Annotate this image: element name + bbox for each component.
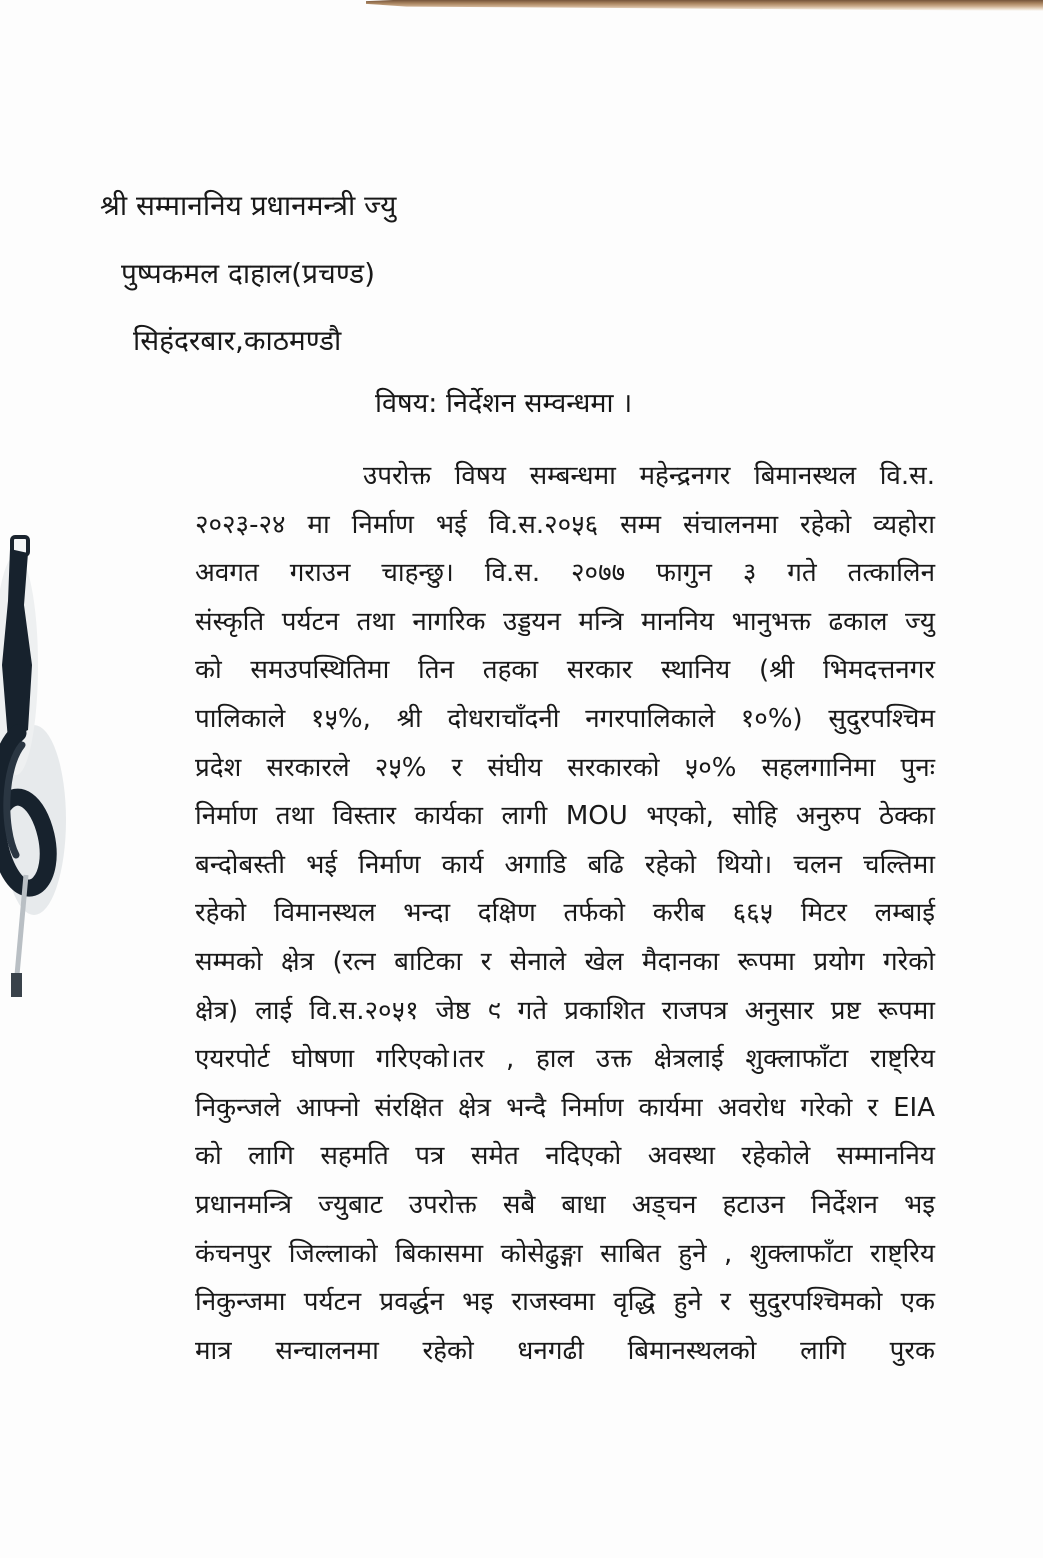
binding-cord-artifact	[0, 535, 72, 1005]
body-line-3: अवगत गराउन चाहन्छु। वि.स. २०७७ फागुन ३ गते तत्कालिन	[195, 558, 935, 589]
body-line-19: मात्र सन्चालनमा रहेको धनगढी बिमानस्थलको लागि पुरक	[195, 1335, 935, 1366]
recipient-name: पुष्पकमल दाहाल(प्रचण्ड)	[121, 257, 376, 290]
body-line-13: एयरपोर्ट घोषणा गरिएको।तर , हाल उक्त क्षेत्रलाई शुक्लाफाँटा राष्ट्रिय	[195, 1044, 935, 1075]
body-line-10: रहेको विमानस्थल भन्दा दक्षिण तर्फको करीब ६६५ मिटर लम्बाई	[195, 898, 935, 929]
recipient-salutation: श्री सम्माननिय प्रधानमन्त्री ज्यु	[100, 189, 397, 222]
body-line-15: को लागि सहमति पत्र समेत नदिएको अवस्था रहेकोले सम्माननिय	[195, 1141, 935, 1172]
scan-top-edge-artifact	[366, 0, 1043, 11]
body-line-4: संस्कृति पर्यटन तथा नागरिक उड्डयन मन्त्रि माननिय भानुभक्त ढकाल ज्यु	[195, 606, 935, 637]
body-line-17: कंचनपुर जिल्लाको बिकासमा कोसेढुङ्गा साबित हुने , शुक्लाफाँटा राष्ट्रिय	[195, 1238, 935, 1269]
body-line-12: क्षेत्र) लाई वि.स.२०५१ जेष्ठ ९ गते प्रकाशित राजपत्र अनुसार प्रष्ट रूपमा	[195, 995, 935, 1026]
body-line-7: प्रदेश सरकारले २५% र संघीय सरकारको ५०% सहलगानिमा पुनः	[195, 752, 935, 783]
letter-body	[195, 452, 935, 1375]
body-line-2: २०२३-२४ मा निर्माण भई वि.स.२०५६ सम्म संचालनमा रहेको व्यहोरा	[195, 509, 935, 540]
body-line-5: को समउपस्थितिमा तिन तहका सरकार स्थानिय (श्री भिमदत्तनगर	[195, 655, 935, 686]
body-line-18: निकुन्जमा पर्यटन प्रवर्द्धन भइ राजस्वमा वृद्धि हुने र सुदुरपश्चिमको एक	[195, 1287, 935, 1318]
body-line-1: उपरोक्त विषय सम्बन्धमा महेन्द्रनगर बिमानस्थल वि.स.	[363, 461, 935, 491]
recipient-address: सिहंदरबार,काठमण्डौ	[133, 324, 342, 357]
body-line-6: पालिकाले १५%, श्री दोधराचाँदनी नगरपालिकाले १०%) सुदुरपश्चिम	[195, 703, 935, 734]
body-line-9: बन्दोबस्ती भई निर्माण कार्य अगाडि बढि रहेको थियो। चलन चल्तिमा	[195, 849, 935, 880]
subject-line: विषय: निर्देशन सम्वन्धमा ।	[375, 388, 633, 419]
body-line-11: सम्मको क्षेत्र (रत्न बाटिका र सेनाले खेल मैदानका रूपमा प्रयोग गरेको	[195, 946, 935, 977]
body-line-16: प्रधानमन्त्रि ज्युबाट उपरोक्त सबै बाधा अड्चन हटाउन निर्देशन भइ	[195, 1189, 935, 1220]
body-line-8: निर्माण तथा विस्तार कार्यका लागी MOU भएको, सोहि अनुरुप ठेक्का	[195, 801, 935, 832]
body-line-14: निकुन्जले आफ्नो संरक्षित क्षेत्र भन्दै निर्माण कार्यमा अवरोध गरेको र EIA	[195, 1092, 935, 1123]
